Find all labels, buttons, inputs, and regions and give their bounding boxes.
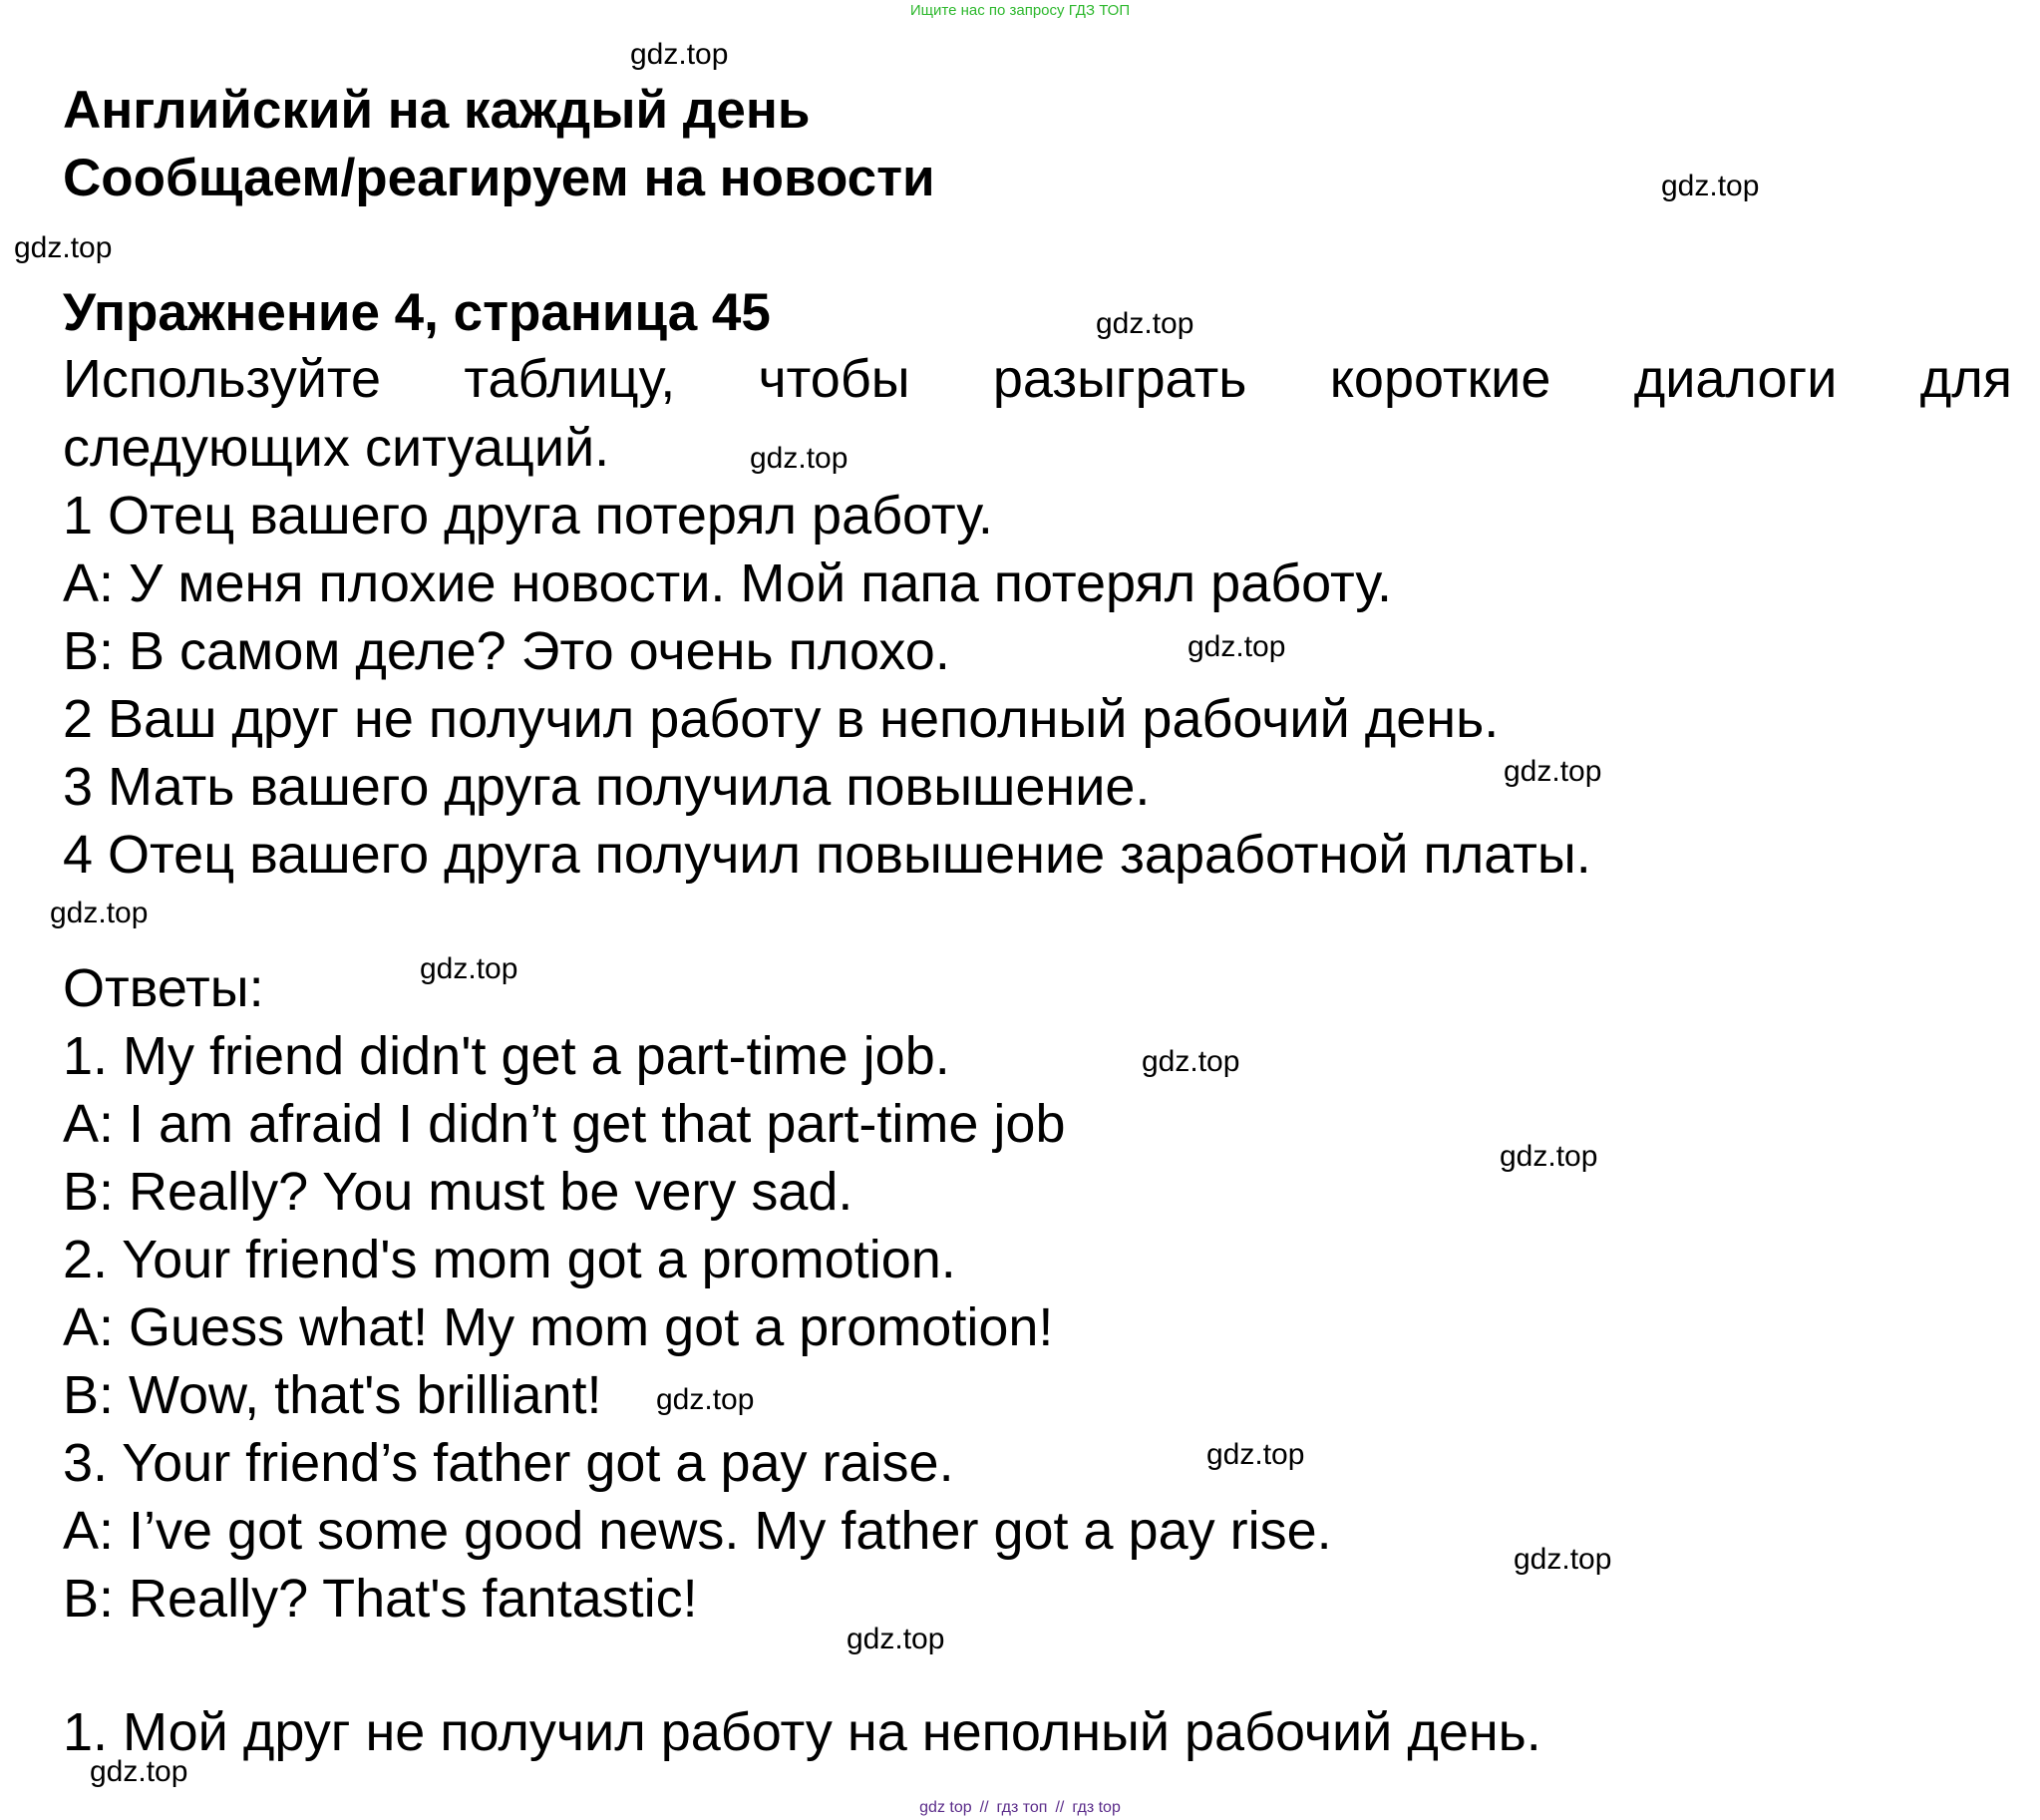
instruction-line [63,348,2012,410]
answer-line: B: Really? You must be very sad. [63,1162,853,1222]
instruction-word: чтобы [758,349,910,409]
task-line: 2 Ваш друг не получил работу в неполный рабочий день. [63,689,1500,749]
exercise-title: Упражнение 4, страница 45 [63,283,771,342]
heading-subtitle: Сообщаем/реагируем на новости [63,149,935,207]
bottom-banner-item: гдз топ [996,1799,1048,1816]
watermark: gdz.top [847,1623,945,1655]
watermark: gdz.top [1188,630,1286,663]
watermark: gdz.top [750,442,849,475]
translation-line: 1. Мой друг не получил работу на неполный рабочий день. [63,1702,1541,1762]
instruction-word: короткие [1329,349,1551,409]
watermark: gdz.top [656,1383,755,1416]
instruction-word: для [1919,349,2012,409]
answer-line: A: Guess what! My mom got a promotion! [63,1297,1054,1357]
watermark: gdz.top [420,952,518,985]
instruction-word: таблицу, [464,349,676,409]
answers-label: Ответы: [63,958,264,1018]
bottom-banner-separator: // [1055,1799,1065,1816]
instruction-word: Используйте [63,349,382,409]
bottom-banner [0,1799,2040,1817]
answer-line: A: I’ve got some good news. My father got a pay rise. [63,1501,1332,1561]
bottom-banner-item: гдз top [1072,1799,1121,1816]
bottom-banner-separator: // [979,1799,989,1816]
instruction-word: диалоги [1633,349,1838,409]
answer-line: 3. Your friend’s father got a pay raise. [63,1433,954,1493]
instruction-line-2: следующих ситуаций. [63,418,610,478]
watermark: gdz.top [90,1755,188,1788]
bottom-banner-item: gdz top [919,1799,972,1816]
heading-title: Английский на каждый день [63,81,811,140]
top-banner: Ищите нас по запросу ГДЗ ТОП [909,2,1131,19]
task-line: A: У меня плохие новости. Мой папа потерял работу. [63,553,1392,613]
watermark: gdz.top [630,38,729,71]
task-line: 3 Мать вашего друга получила повышение. [63,757,1151,817]
watermark: gdz.top [1504,755,1602,788]
task-line: 1 Отец вашего друга потерял работу. [63,486,993,546]
watermark: gdz.top [1500,1140,1598,1173]
answer-line: B: Wow, that's brilliant! [63,1365,602,1425]
watermark: gdz.top [1096,307,1194,340]
watermark: gdz.top [1661,170,1760,202]
watermark: gdz.top [50,897,149,929]
answer-line: A: I am afraid I didn’t get that part-time job [63,1094,1066,1154]
task-line: 4 Отец вашего друга получил повышение заработной платы. [63,825,1591,885]
watermark: gdz.top [14,231,113,264]
task-line: B: В самом деле? Это очень плохо. [63,621,950,681]
watermark: gdz.top [1514,1543,1612,1576]
watermark: gdz.top [1206,1438,1305,1471]
watermark: gdz.top [1142,1045,1240,1078]
answer-line: 1. My friend didn't get a part-time job. [63,1026,950,1086]
answer-line: B: Really? That's fantastic! [63,1569,698,1629]
instruction-word: разыграть [992,349,1247,409]
answer-line: 2. Your friend's mom got a promotion. [63,1230,956,1289]
